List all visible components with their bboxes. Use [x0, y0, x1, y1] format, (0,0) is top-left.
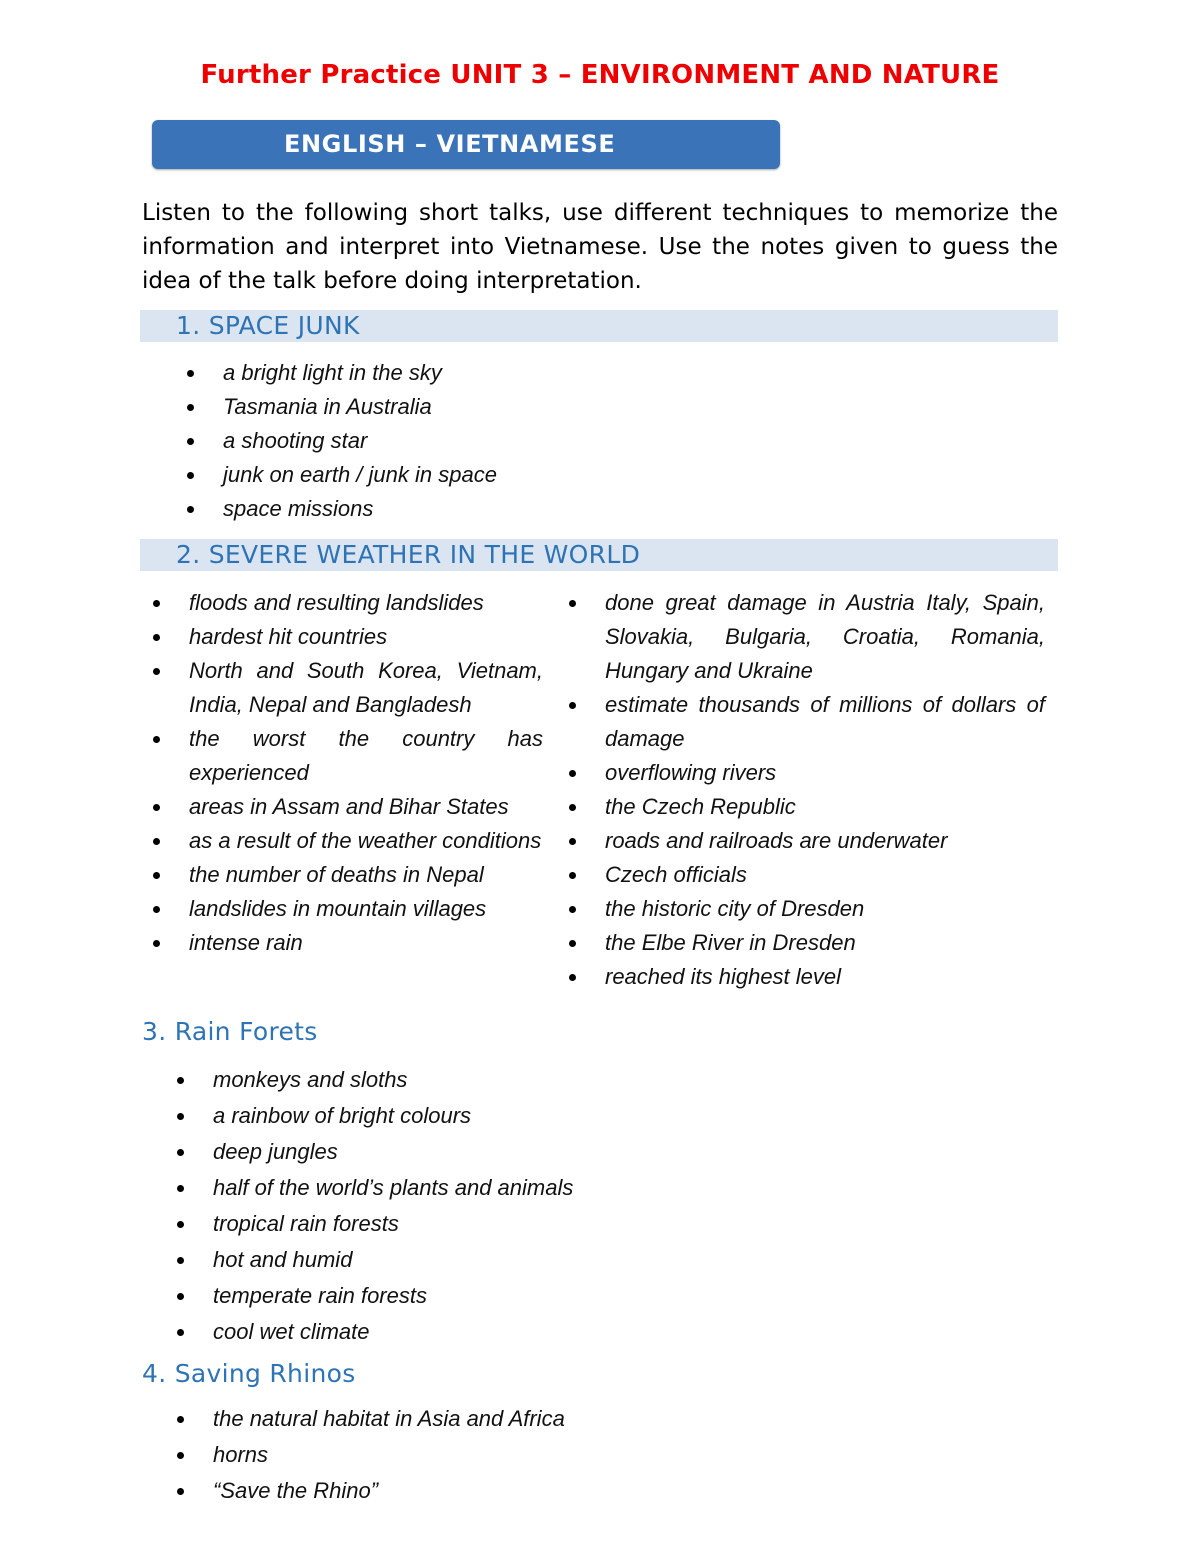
list-item: a bright light in the sky: [187, 356, 887, 390]
list-item: hardest hit countries: [153, 620, 543, 654]
list-item: done great damage in Austria Italy, Spain, Slovakia, Bulgaria, Croatia, Romania, Hungary and Ukraine: [569, 586, 1045, 688]
list-item: floods and resulting landslides: [153, 586, 543, 620]
section-heading-text: 2. SEVERE WEATHER IN THE WORLD: [176, 540, 641, 569]
list-item: horns: [177, 1437, 877, 1473]
list-item: the Czech Republic: [569, 790, 1045, 824]
list-item: intense rain: [153, 926, 543, 960]
list-item: monkeys and sloths: [177, 1062, 877, 1098]
list-item: tropical rain forests: [177, 1206, 877, 1242]
list-item: a rainbow of bright colours: [177, 1098, 877, 1134]
list-item: deep jungles: [177, 1134, 877, 1170]
list-item: hot and humid: [177, 1242, 877, 1278]
severe-weather-left-list: [153, 586, 543, 960]
saving-rhinos-list: [177, 1401, 877, 1509]
list-item: as a result of the weather conditions: [153, 824, 543, 858]
list-item: “Save the Rhino”: [177, 1473, 877, 1509]
section-heading-severe-weather: [140, 539, 1058, 571]
list-item: the worst the country has experienced: [153, 722, 543, 790]
list-item: a shooting star: [187, 424, 887, 458]
list-item: landslides in mountain villages: [153, 892, 543, 926]
section-heading-space-junk: [140, 310, 1058, 342]
list-item: the Elbe River in Dresden: [569, 926, 1045, 960]
list-item: junk on earth / junk in space: [187, 458, 887, 492]
list-item: estimate thousands of millions of dollars of damage: [569, 688, 1045, 756]
list-item: Tasmania in Australia: [187, 390, 887, 424]
list-item: North and South Korea, Vietnam, India, Nepal and Bangladesh: [153, 654, 543, 722]
list-item: the number of deaths in Nepal: [153, 858, 543, 892]
severe-weather-right-list: [569, 586, 1045, 994]
list-item: overflowing rivers: [569, 756, 1045, 790]
list-item: roads and railroads are underwater: [569, 824, 1045, 858]
list-item: the historic city of Dresden: [569, 892, 1045, 926]
list-item: Czech officials: [569, 858, 1045, 892]
list-item: the natural habitat in Asia and Africa: [177, 1401, 877, 1437]
language-banner: ENGLISH – VIETNAMESE: [152, 120, 780, 169]
rain-forests-list: [177, 1062, 877, 1350]
section-heading-saving-rhinos: 4. Saving Rhinos: [142, 1359, 356, 1388]
section-heading-text: 1. SPACE JUNK: [176, 311, 360, 340]
section-heading-rain-forests: 3. Rain Forets: [142, 1017, 318, 1046]
document-title: Further Practice UNIT 3 – ENVIRONMENT AND NATURE: [200, 60, 1000, 90]
list-item: space missions: [187, 492, 887, 526]
list-item: cool wet climate: [177, 1314, 877, 1350]
list-item: reached its highest level: [569, 960, 1045, 994]
list-item: half of the world’s plants and animals: [177, 1170, 877, 1206]
list-item: areas in Assam and Bihar States: [153, 790, 543, 824]
instructions-paragraph: Listen to the following short talks, use different techniques to memorize the information and interpret into Vietnamese. Use the notes given to guess the idea of the talk before doing interpretation.: [142, 200, 1058, 294]
space-junk-list: [187, 356, 887, 526]
list-item: temperate rain forests: [177, 1278, 877, 1314]
